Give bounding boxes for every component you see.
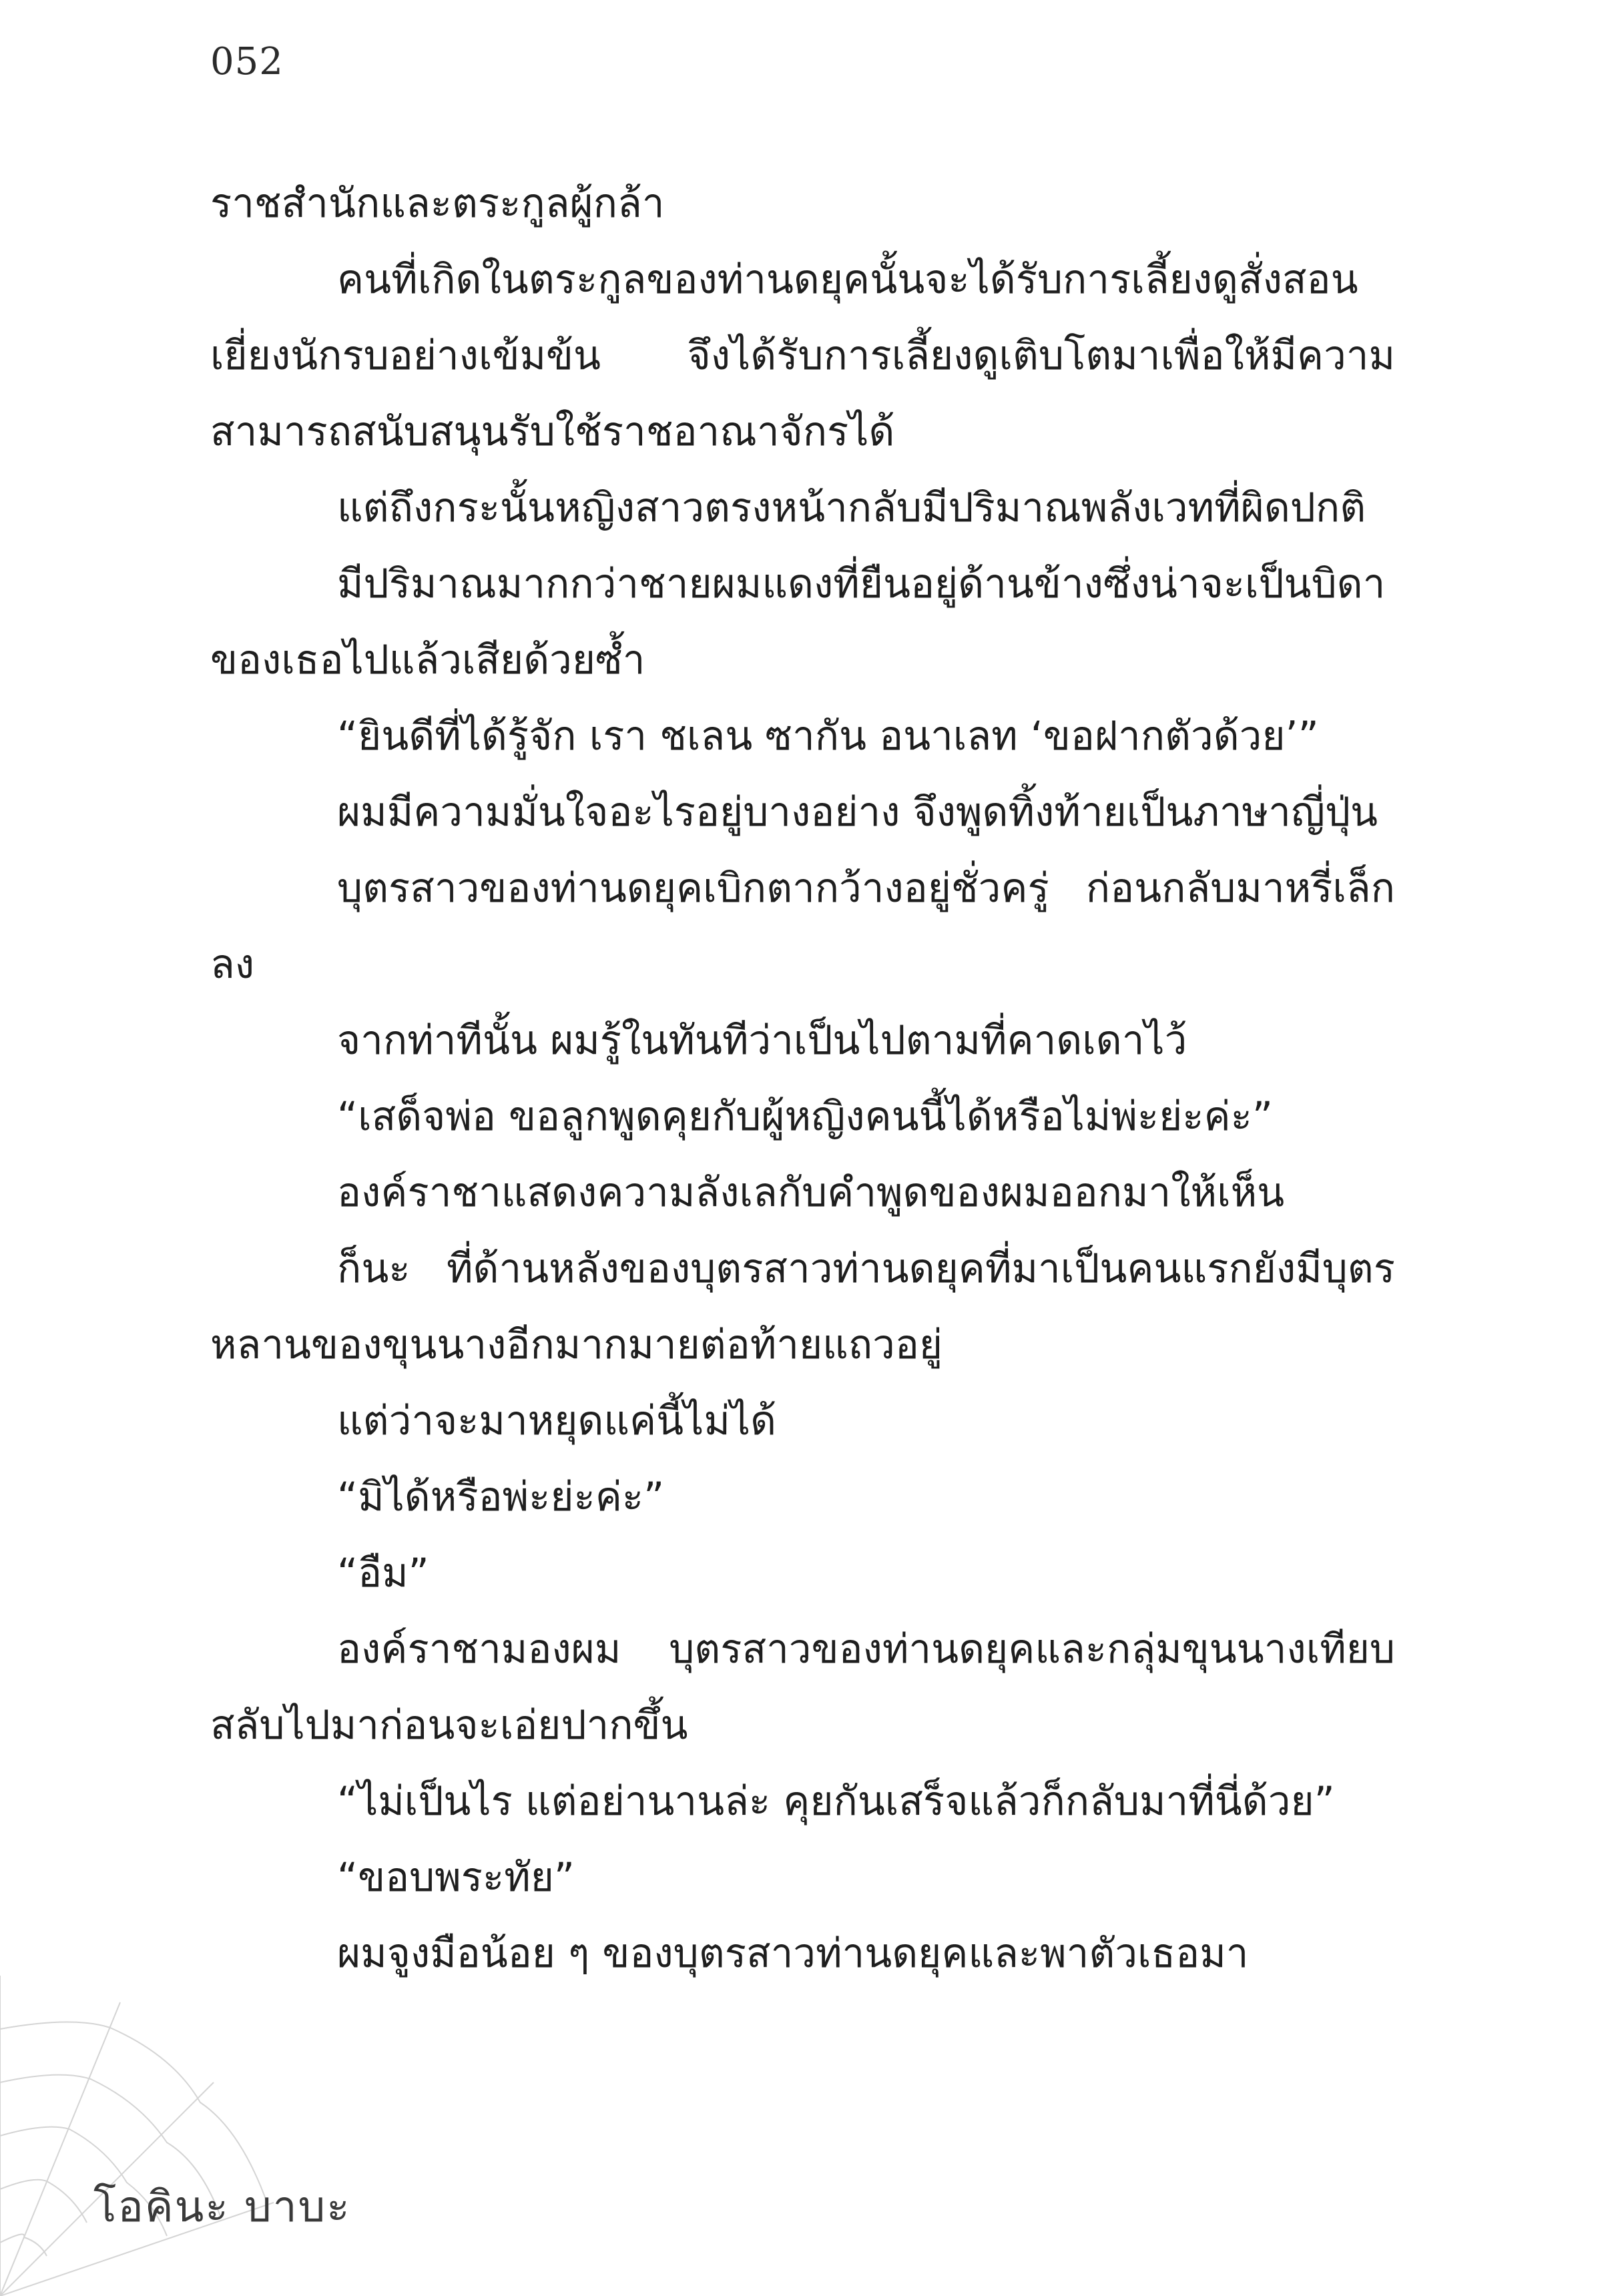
page-number: 052 (210, 40, 284, 83)
paragraph: องค์ราชาแสดงความลังเลกับคำพูดของผมออกมาให้เห็น (337, 1169, 1285, 1216)
paragraph: “มิได้หรือพ่ะย่ะค่ะ” (337, 1474, 665, 1520)
paragraph: “เสด็จพ่อ ขอลูกพูดคุยกับผู้หญิงคนนี้ได้หรือไม่พ่ะย่ะค่ะ” (337, 1093, 1273, 1140)
paragraph: “ยินดีที่ได้รู้จัก เรา ชเลน ซากัน อนาเลท ‘ขอฝากตัวด้วย’” (337, 713, 1319, 760)
paragraph: แต่ว่าจะมาหยุดแค่นี้ไม่ได้ (337, 1398, 777, 1444)
paragraph: จากท่าทีนั้น ผมรู้ในทันทีว่าเป็นไปตามที่คาดเดาไว้ (337, 1017, 1187, 1064)
paragraph: คนที่เกิดในตระกูลของท่านดยุคนั้นจะได้รับการเลี้ยงดูสั่งสอนเยี่ยงนักรบอย่างเข้มข้น จึงได้รับการเลี้ยงดูเติบโตมาเพื่อให้มีความสามารถสนับสนุนรับใช้ราชอาณาจักรได้ (210, 256, 1395, 455)
body-text (210, 166, 1395, 1992)
paragraph: ผมจูงมือน้อย ๆ ของบุตรสาวท่านดยุคและพาตัวเธอมา (337, 1930, 1249, 1977)
paragraph: “ขอบพระทัย” (337, 1854, 575, 1901)
paragraph: แต่ถึงกระนั้นหญิงสาวตรงหน้ากลับมีปริมาณพลังเวทที่ผิดปกติ (337, 485, 1366, 531)
paragraph: มีปริมาณมากกว่าชายผมแดงที่ยืนอยู่ด้านข้างซึ่งน่าจะเป็นบิดาของเธอไปแล้วเสียด้วยซ้ำ (210, 561, 1386, 683)
paragraph: บุตรสาวของท่านดยุคเบิกตากว้างอยู่ชั่วครู่ ก่อนกลับมาหรี่เล็กลง (210, 865, 1395, 988)
spider-web-icon (0, 1949, 280, 2296)
paragraph: ราชสำนักและตระกูลผู้กล้า (210, 180, 665, 227)
paragraph: องค์ราชามองผม บุตรสาวของท่านดยุคและกลุ่มขุนนางเทียบสลับไปมาก่อนจะเอ่ยปากขึ้น (210, 1626, 1395, 1749)
paragraph: ผมมีความมั่นใจอะไรอยู่บางอย่าง จึงพูดทิ้งท้ายเป็นภาษาญี่ปุ่น (337, 789, 1378, 836)
paragraph: “ไม่เป็นไร แต่อย่านานล่ะ คุยกันเสร็จแล้วก็กลับมาที่นี่ด้วย” (337, 1778, 1335, 1825)
footer-author: โอคินะ บาบะ (93, 2183, 351, 2232)
paragraph: “อืม” (337, 1550, 429, 1597)
paragraph: ก็นะ ที่ด้านหลังของบุตรสาวท่านดยุคที่มาเป็นคนแรกยังมีบุตรหลานของขุนนางอีกมากมายต่อท้ายแถวอยู่ (210, 1245, 1395, 1368)
